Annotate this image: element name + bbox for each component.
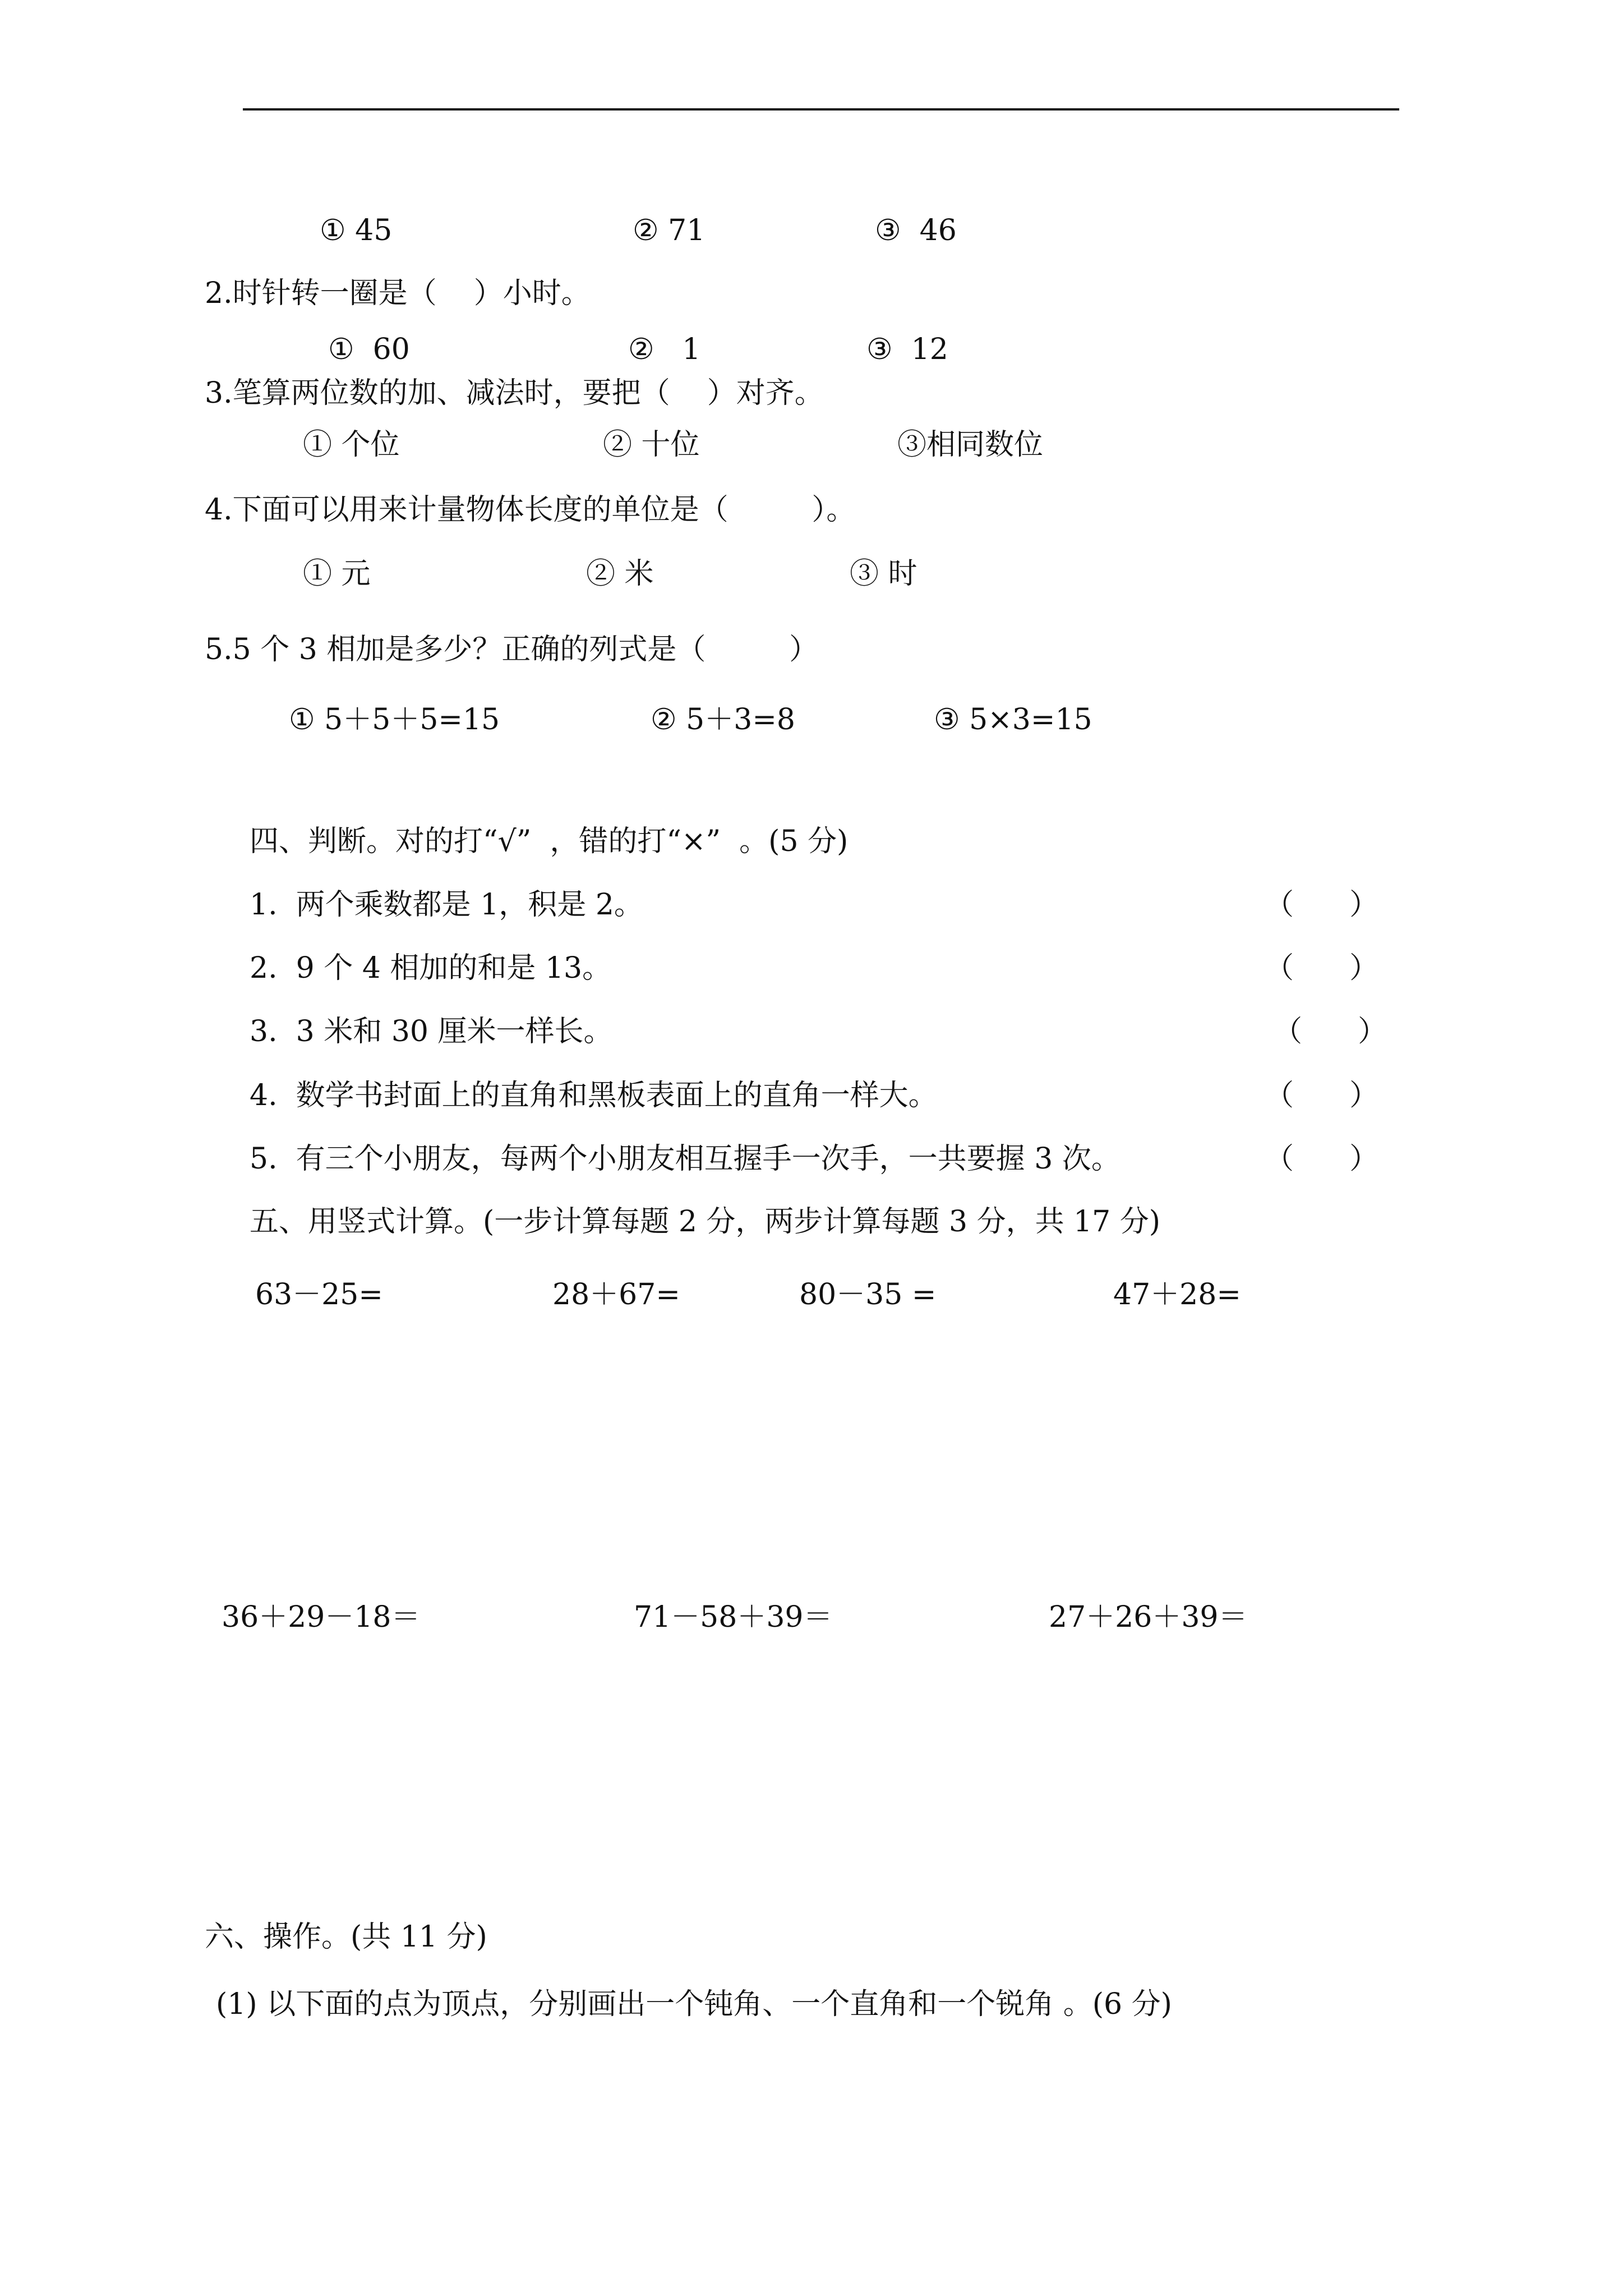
q4-option-1: ① 元 <box>303 557 371 591</box>
calc-problem-4: 47＋28= <box>1113 1278 1241 1312</box>
judge-answer-paren-3[interactable]: （ ） <box>1273 1015 1387 1048</box>
calc-problem-3: 80－35 = <box>799 1278 937 1312</box>
calc-problem-6: 71－58＋39＝ <box>634 1600 833 1634</box>
q3-option-3: ③相同数位 <box>897 428 1044 462</box>
q5-stem: 5.5 个 3 相加是多少？正确的列式是（ ） <box>205 633 819 666</box>
judge-answer-paren-2[interactable]: （ ） <box>1265 951 1379 985</box>
q5-option-2: ② 5＋3=8 <box>651 703 795 737</box>
calc-problem-1: 63－25= <box>255 1278 383 1312</box>
q4-stem: 4.下面可以用来计量物体长度的单位是（ ）。 <box>205 493 856 527</box>
q1-option-2: ② 71 <box>633 214 706 247</box>
judge-item-3: 3. 3 米和 30 厘米一样长。 <box>250 1015 613 1048</box>
q4-option-3: ③ 时 <box>850 557 917 591</box>
q5-option-1: ① 5＋5＋5=15 <box>289 703 500 737</box>
section6-heading: 六、操作。(共 11 分) <box>205 1920 487 1954</box>
judge-item-4: 4. 数学书封面上的直角和黑板表面上的直角一样大。 <box>250 1079 938 1112</box>
header-rule <box>243 108 1399 111</box>
judge-answer-paren-1[interactable]: （ ） <box>1265 888 1379 922</box>
q2-option-3: ③ 12 <box>866 333 948 366</box>
calc-problem-7: 27＋26＋39＝ <box>1049 1600 1248 1634</box>
section5-heading: 五、用竖式计算。(一步计算每题 2 分，两步计算每题 3 分，共 17 分) <box>250 1205 1161 1239</box>
q2-option-1: ① 60 <box>328 333 410 366</box>
q3-option-2: ② 十位 <box>603 428 700 462</box>
q4-option-2: ② 米 <box>586 557 654 591</box>
q5-option-3: ③ 5×3=15 <box>934 703 1092 737</box>
judge-item-5: 5. 有三个小朋友，每两个小朋友相互握手一次手，一共要握 3 次。 <box>250 1142 1121 1176</box>
section6-sub1: (1) 以下面的点为顶点，分别画出一个钝角、一个直角和一个锐角 。(6 分) <box>216 1987 1172 2021</box>
q3-option-1: ① 个位 <box>303 428 400 462</box>
calc-problem-5: 36＋29－18＝ <box>222 1600 421 1634</box>
q1-option-1: ① 45 <box>320 214 393 247</box>
q1-option-3: ③ 46 <box>875 214 957 247</box>
section4-heading: 四、判断。对的打“√” ，错的打“×” 。(5 分) <box>250 825 849 858</box>
calc-problem-2: 28＋67= <box>552 1278 680 1312</box>
q2-option-2: ② 1 <box>628 333 701 366</box>
judge-item-1: 1. 两个乘数都是 1，积是 2。 <box>250 888 643 922</box>
q3-stem: 3.笔算两位数的加、减法时，要把（ ）对齐。 <box>205 376 824 410</box>
judge-item-2: 2. 9 个 4 相加的和是 13。 <box>250 951 612 985</box>
q2-stem: 2.时针转一圈是（ ）小时。 <box>205 277 591 310</box>
judge-answer-paren-5[interactable]: （ ） <box>1265 1142 1379 1176</box>
judge-answer-paren-4[interactable]: （ ） <box>1265 1079 1379 1112</box>
